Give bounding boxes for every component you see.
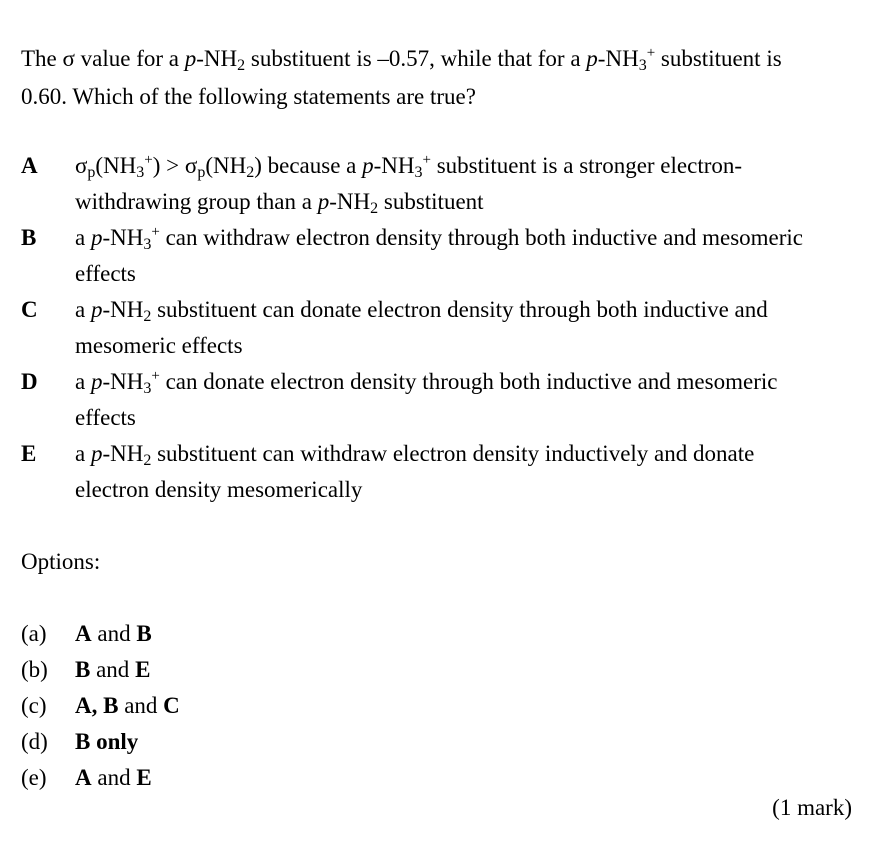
option-answer: A and B — [75, 621, 152, 646]
mark-value: (1 mark) — [772, 795, 852, 820]
option-label: (b) — [21, 657, 48, 682]
statement-text: a $p-NH_2$ substituent can withdraw electron density inductively and donate electron density mesomerically — [75, 441, 755, 502]
option-label: (e) — [21, 765, 47, 790]
option-answer: A and E — [75, 765, 152, 790]
option-b[interactable] — [21, 652, 421, 688]
statement-letter: B — [21, 225, 37, 250]
option-label: (d) — [21, 729, 48, 754]
statement-letter: E — [21, 441, 37, 466]
option-label: (a) — [21, 621, 47, 646]
option-c[interactable] — [21, 688, 421, 724]
statement-text: a $p-NH_3^+$ can withdraw electron density through both inductive and mesomeric effects — [75, 224, 804, 286]
statement-letter: A — [21, 153, 38, 178]
statement-letter: C — [21, 297, 38, 322]
question-stem — [21, 40, 861, 116]
option-answer: B and E — [75, 657, 151, 682]
statement-text: $\sigma_p(NH_3^+) > \sigma_p(NH_2)$ because a $p-NH_3^+$ substituent is a stronger electron- withdrawing group than a $p-NH_2$ substituent — [75, 152, 743, 217]
statement-text: a $p-NH_2$ substituent can donate electron density through both inductive and mesomeric effects — [75, 297, 768, 358]
option-e[interactable] — [21, 760, 421, 796]
option-label: (c) — [21, 693, 47, 718]
option-a[interactable] — [21, 616, 421, 652]
question-line-2: 0.60. Which of the following statements are true? — [21, 84, 476, 109]
option-answer: B only — [75, 729, 139, 754]
statement-text: a $p-NH_3^+$ can donate electron density through both inductive and mesomeric effects — [75, 368, 778, 430]
options-heading: Options: — [21, 549, 101, 574]
option-answer: A, B and C — [75, 693, 180, 718]
option-d[interactable] — [21, 724, 421, 760]
question-line-1: The σ value for a $p-NH_2$ substituent is –0.57, while that for a $p-NH_3^+$ substituent is — [21, 45, 782, 74]
statement-letter: D — [21, 369, 38, 394]
